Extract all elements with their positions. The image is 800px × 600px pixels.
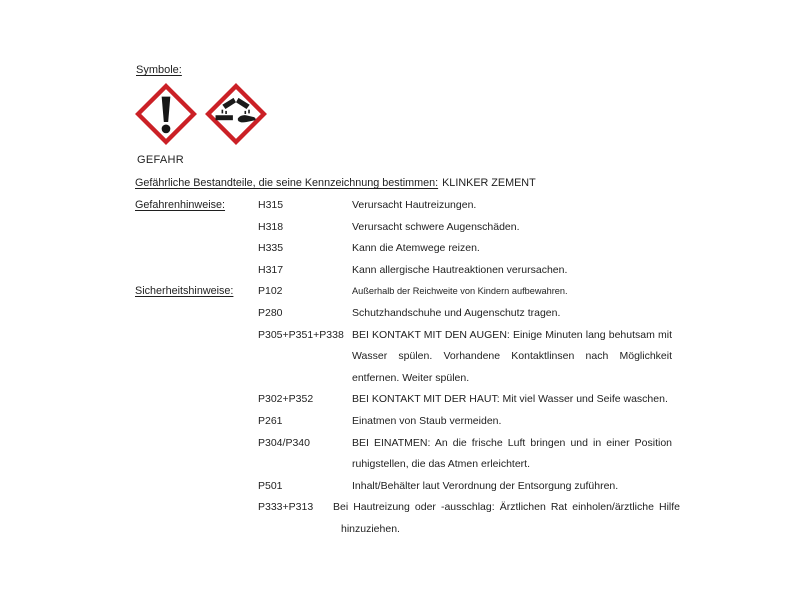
safety-code: P501 xyxy=(258,479,283,492)
hazard-code: H317 xyxy=(258,263,284,276)
safety-code: P304/P340 xyxy=(258,436,310,449)
safety-code: P280 xyxy=(258,306,283,319)
hazard-section-label: Gefahrenhinweise: xyxy=(135,199,226,211)
signal-word: GEFAHR xyxy=(137,154,185,166)
hazardous-components-value: KLINKER ZEMENT xyxy=(442,177,536,189)
safety-row xyxy=(135,497,680,540)
hazard-text: Verursacht schwere Augenschäden. xyxy=(352,220,520,233)
ghs07-exclamation-icon xyxy=(134,83,198,145)
ghs-pictograms xyxy=(134,83,268,145)
hazard-row xyxy=(135,195,675,217)
safety-code: P302+P352 xyxy=(258,393,314,406)
safety-text: Bei Hautreizung oder -ausschlag: Ärztlichen Rat einholen/ärztliche Hilfe hinzuziehen. xyxy=(333,501,680,535)
safety-code: P102 xyxy=(258,285,283,298)
safety-text: Außerhalb der Reichweite von Kindern aufbewahren. xyxy=(352,286,568,297)
safety-text: BEI KONTAKT MIT DER HAUT: Mit viel Wasser und Seife waschen. xyxy=(352,393,668,406)
safety-code: P261 xyxy=(258,414,283,427)
hazardous-components-line xyxy=(135,177,536,189)
safety-text: Schutzhandschuhe und Augenschutz tragen. xyxy=(352,306,561,319)
safety-row xyxy=(135,433,675,476)
safety-row xyxy=(135,476,675,498)
hazard-row xyxy=(135,260,675,282)
hazard-row xyxy=(135,217,675,239)
safety-text: BEI EINATMEN: An die frische Luft bringen und in einer Position ruhigstellen, die das Atmen erleichtert. xyxy=(352,436,672,471)
hazard-code: H335 xyxy=(258,242,284,255)
hazard-text: Kann allergische Hautreaktionen verursachen. xyxy=(352,263,568,276)
safety-section-label: Sicherheitshinweise: xyxy=(135,285,234,298)
symbols-label: Symbole: xyxy=(136,64,182,76)
hazard-code: H318 xyxy=(258,220,284,233)
safety-code: P305+P351+P338 xyxy=(258,328,344,341)
safety-row xyxy=(135,389,675,411)
safety-text: Einatmen von Staub vermeiden. xyxy=(352,414,502,427)
safety-text: Inhalt/Behälter laut Verordnung der Entsorgung zuführen. xyxy=(352,479,619,492)
hazard-code: H315 xyxy=(258,199,284,211)
safety-row xyxy=(135,325,675,390)
hazard-row xyxy=(135,238,675,260)
hazard-text: Kann die Atemwege reizen. xyxy=(352,242,480,255)
statements-table xyxy=(135,195,680,541)
ghs05-corrosion-icon xyxy=(204,83,268,145)
safety-row xyxy=(135,281,675,303)
safety-row xyxy=(135,303,675,325)
safety-row xyxy=(135,411,675,433)
safety-code: P333+P313 xyxy=(258,501,314,514)
safety-text: BEI KONTAKT MIT DEN AUGEN: Einige Minuten lang behutsam mit Wasser spülen. Vorhandene Kontaktlinsen nach Möglichkeit entfernen. Weiter spülen. xyxy=(352,328,672,384)
hazardous-components-label: Gefährliche Bestandteile, die seine Kennzeichnung bestimmen: xyxy=(135,177,439,189)
hazard-text: Verursacht Hautreizungen. xyxy=(352,199,477,211)
